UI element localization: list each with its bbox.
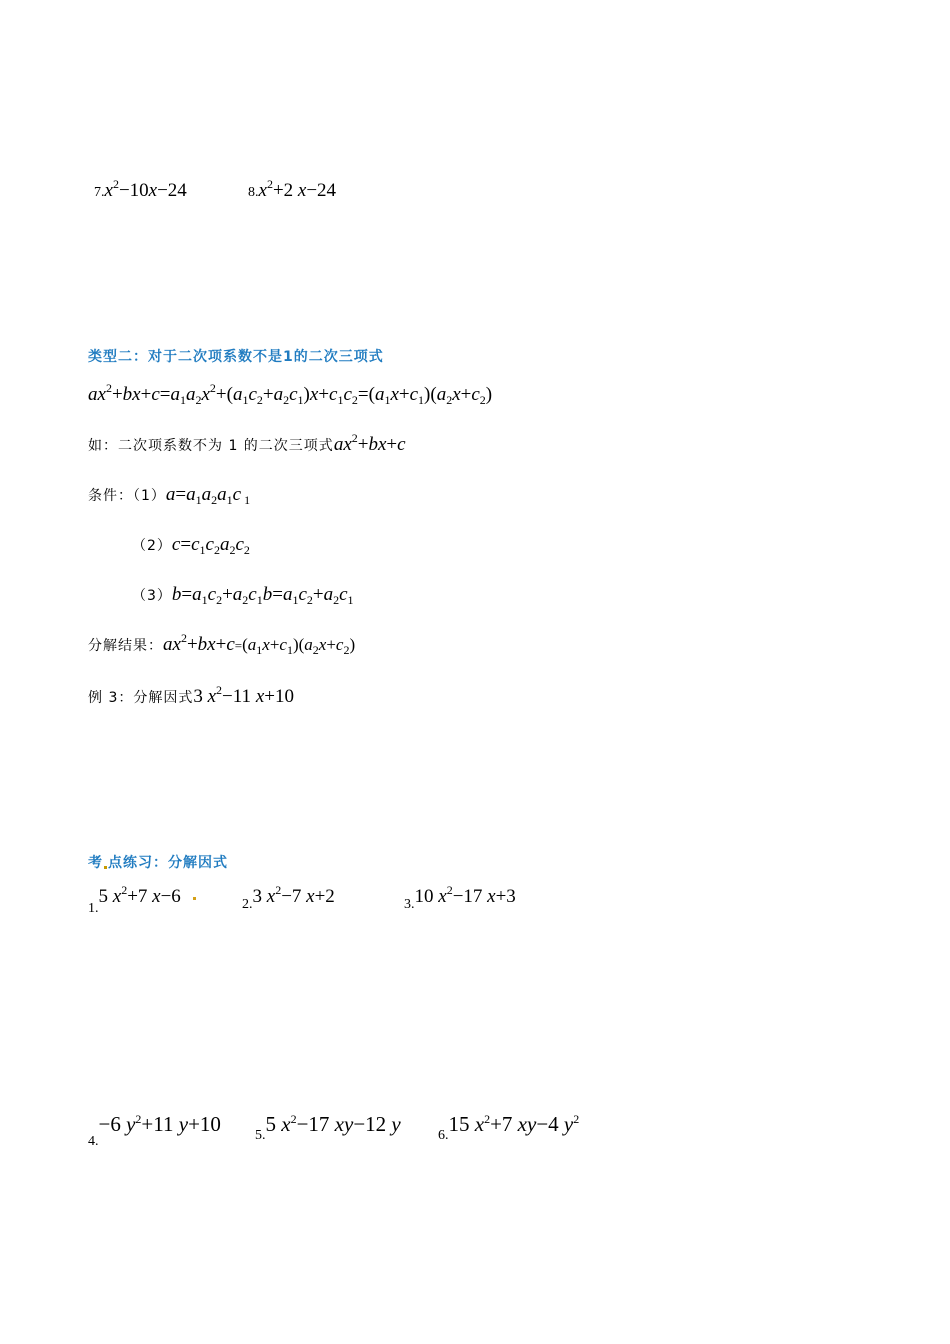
problem-expression: $x^2-10x-24$ bbox=[104, 177, 187, 201]
problem-expression: −6 $y^2+11$ y+10 bbox=[98, 1112, 221, 1136]
condition-expression: $c=c_1c_2a_2c_2$ bbox=[171, 534, 250, 557]
problem-expression: 3 $x^2-7$ x+2 bbox=[252, 883, 335, 907]
example-label: 例 3：分解因式 bbox=[88, 690, 194, 706]
practice-item-2 bbox=[242, 883, 335, 912]
problem-expression: $x^2+2$ x−24 bbox=[258, 177, 337, 201]
condition-label: （1） bbox=[133, 488, 166, 504]
problem-expression: 10 $x^2-17$ x+3 bbox=[414, 883, 516, 907]
problem-label: 7. bbox=[94, 185, 105, 200]
practice-heading bbox=[88, 852, 228, 872]
problem-label: 1. bbox=[88, 901, 99, 916]
practice-heading-part2: 点练习：分解因式 bbox=[108, 855, 228, 871]
practice-item-5 bbox=[255, 1112, 401, 1143]
condition-3 bbox=[132, 584, 354, 606]
condition-2 bbox=[132, 534, 250, 556]
intro-text: 如：二次项系数不为 1 的二次三项式 bbox=[88, 438, 334, 454]
example-3 bbox=[88, 683, 294, 708]
practice-heading-part1: 考 bbox=[88, 855, 103, 871]
problem-label: 6. bbox=[438, 1128, 449, 1143]
condition-expression: $a=a_1a_2a_1c$ $_1$ bbox=[165, 484, 251, 507]
problem-label: 3. bbox=[404, 897, 415, 912]
problem-8 bbox=[248, 177, 337, 202]
general-formula: $ax^2+bx+c=a_1a_2x^2+(a_1c_2+a_2c_1)x+c_1c_2=(a_1x+c_1)(a_2x+c_2)$ bbox=[88, 381, 493, 407]
problem-label: 8. bbox=[248, 185, 259, 200]
problem-label: 2. bbox=[242, 897, 253, 912]
result-label: 分解结果： bbox=[88, 638, 163, 654]
section-heading: 类型二：对于二次项系数不是1的二次三项式 bbox=[88, 349, 384, 365]
problem-expression: 5 $x^2+7$ x−6 bbox=[98, 883, 181, 907]
practice-item-3 bbox=[404, 883, 516, 912]
conditions-label: 条件： bbox=[88, 488, 133, 504]
practice-item-1 bbox=[88, 883, 196, 916]
problem-label: 5. bbox=[255, 1128, 266, 1143]
condition-label: （2） bbox=[132, 538, 172, 554]
marker-dot-icon bbox=[193, 897, 196, 900]
intro-expression: $ax^2+bx+c$ bbox=[333, 431, 406, 455]
practice-item-6 bbox=[438, 1112, 580, 1143]
practice-item-4 bbox=[88, 1112, 221, 1149]
problem-expression: 15 $x^2+7$ xy−4 $y^2$ bbox=[448, 1112, 580, 1136]
condition-expression: $b=a_1c_2+a_2c_1b=a_1c_2+a_2c_1$ bbox=[171, 584, 354, 607]
problem-label: 4. bbox=[88, 1134, 99, 1149]
condition-1 bbox=[88, 484, 250, 506]
intro-line bbox=[88, 431, 406, 456]
result-expression: $ax^2+bx+c=(a_1x+c_1)(a_2x+c_2)$ bbox=[163, 631, 356, 657]
marker-dot-icon bbox=[104, 866, 107, 869]
result-line bbox=[88, 631, 356, 657]
problem-7 bbox=[94, 177, 187, 202]
condition-label: （3） bbox=[132, 588, 172, 604]
problem-expression: 5 $x^2-17$ xy−12 y bbox=[265, 1112, 401, 1136]
example-expression: 3 $x^2-11$ x+10 bbox=[193, 683, 294, 707]
